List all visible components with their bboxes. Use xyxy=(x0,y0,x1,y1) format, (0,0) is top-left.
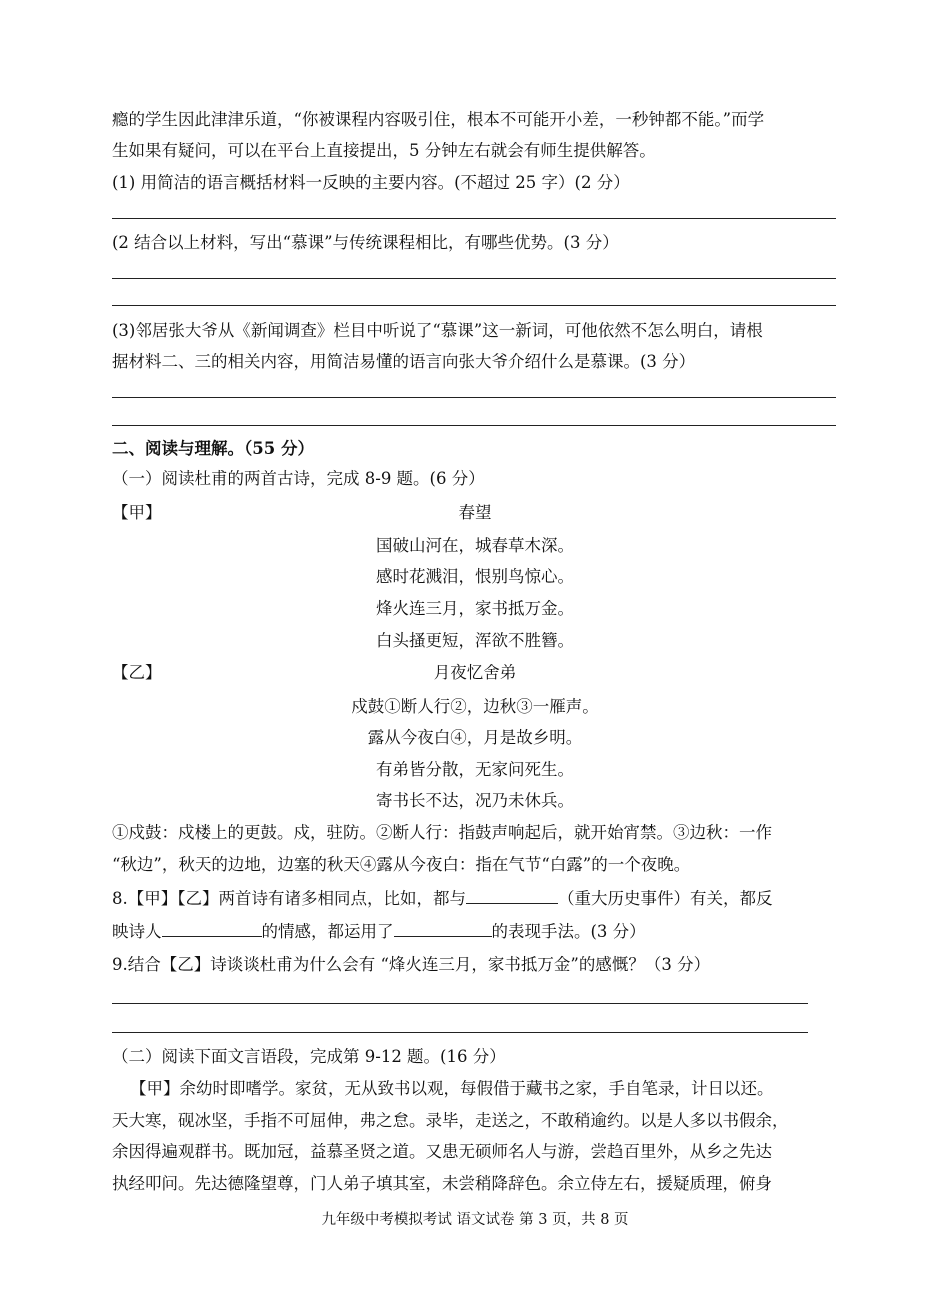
answer-line xyxy=(112,1032,808,1033)
page-footer: 九年级中考模拟考试 语文试卷 第 3 页，共 8 页 xyxy=(321,1212,629,1228)
poem-b-line: 有弟皆分散，无家问死生。 xyxy=(376,760,574,779)
question-3-line-1: (3)邻居张大爷从《新闻调查》栏目中听说了“慕课”这一新词，可他依然不怎么明白，请根 xyxy=(112,321,763,340)
poem-b-tag: 【乙】 xyxy=(112,663,162,682)
annotation-line-1: ①戍鼓：戍楼上的更鼓。戍，驻防。②断人行：指鼓声响起后，就开始宵禁。③边秋：一作 xyxy=(112,823,772,842)
fill-blank[interactable] xyxy=(394,920,492,937)
classical-line-1: 【甲】余幼时即嗜学。家贫，无从致书以观，每假借于藏书之家，手自笔录，计日以还。 xyxy=(130,1079,774,1098)
question-8-text: 的表现手法。(3 分） xyxy=(491,922,646,941)
question-8-line-1 xyxy=(112,887,773,910)
classical-line-2: 天大寒，砚冰坚，手指不可屈伸，弗之怠。录毕，走送之，不敢稍逾约。以是人多以书假余， xyxy=(112,1111,789,1130)
poem-b-line: 戍鼓①断人行②，边秋③一雁声。 xyxy=(351,697,599,716)
question-8-line-2 xyxy=(112,920,646,943)
answer-line xyxy=(112,305,836,306)
answer-line xyxy=(112,218,836,219)
question-9: 9.结合【乙】诗谈谈杜甫为什么会有 “烽火连三月，家书抵万金”的感慨？（3 分） xyxy=(112,955,711,974)
question-8-text: 的情感，都运用了 xyxy=(261,922,394,941)
question-8-text: 8.【甲】【乙】两首诗有诸多相同点，比如，都与 xyxy=(112,889,466,908)
poem-a-line: 感时花溅泪，恨别鸟惊心。 xyxy=(376,567,574,586)
poem-b-title: 月夜忆舍弟 xyxy=(433,663,517,682)
fill-blank[interactable] xyxy=(162,920,262,937)
answer-line xyxy=(112,397,836,398)
material-line-1: 瘾的学生因此津津乐道，“你被课程内容吸引住，根本不可能开小差，一秒钟都不能。”而学 xyxy=(112,110,765,129)
part-1-intro: （一）阅读杜甫的两首古诗，完成 8-9 题。(6 分） xyxy=(112,469,485,488)
part-2-intro: （二）阅读下面文言语段，完成第 9-12 题。(16 分） xyxy=(112,1047,506,1066)
classical-line-4: 执经叩问。先达德隆望尊，门人弟子填其室，未尝稍降辞色。余立侍左右，援疑质理，俯身 xyxy=(112,1174,772,1193)
poem-a-tag: 【甲】 xyxy=(112,503,162,522)
answer-line xyxy=(112,278,836,279)
question-2: (2 结合以上材料，写出“慕课”与传统课程相比，有哪些优势。(3 分） xyxy=(112,233,619,252)
fill-blank[interactable] xyxy=(466,887,558,904)
question-1: (1) 用简洁的语言概括材料一反映的主要内容。(不超过 25 字）(2 分） xyxy=(112,173,630,192)
answer-line xyxy=(112,1003,808,1004)
question-8-text: 映诗人 xyxy=(112,922,162,941)
poem-a-line: 白头搔更短，浑欲不胜簪。 xyxy=(376,631,574,650)
classical-line-3: 余因得遍观群书。既加冠，益慕圣贤之道。又患无硕师名人与游，尝趋百里外，从乡之先达 xyxy=(112,1142,772,1161)
poem-a-line: 国破山河在，城春草木深。 xyxy=(376,536,574,555)
poem-b-line: 寄书长不达，况乃未休兵。 xyxy=(376,791,574,810)
annotation-line-2: “秋边”，秋天的边地，边塞的秋天④露从今夜白：指在气节“白露”的一个夜晚。 xyxy=(112,855,691,874)
answer-line xyxy=(112,425,836,426)
question-8-text: （重大历史事件）有关，都反 xyxy=(558,889,773,908)
poem-a-title: 春望 xyxy=(458,503,492,522)
material-line-2: 生如果有疑问，可以在平台上直接提出，5 分钟左右就会有师生提供解答。 xyxy=(112,141,656,160)
poem-a-line: 烽火连三月，家书抵万金。 xyxy=(376,599,574,618)
poem-b-line: 露从今夜白④，月是故乡明。 xyxy=(367,728,583,747)
question-3-line-2: 据材料二、三的相关内容，用简洁易懂的语言向张大爷介绍什么是慕课。(3 分） xyxy=(112,352,696,371)
section-heading: 二、阅读与理解。（55 分） xyxy=(112,439,314,458)
